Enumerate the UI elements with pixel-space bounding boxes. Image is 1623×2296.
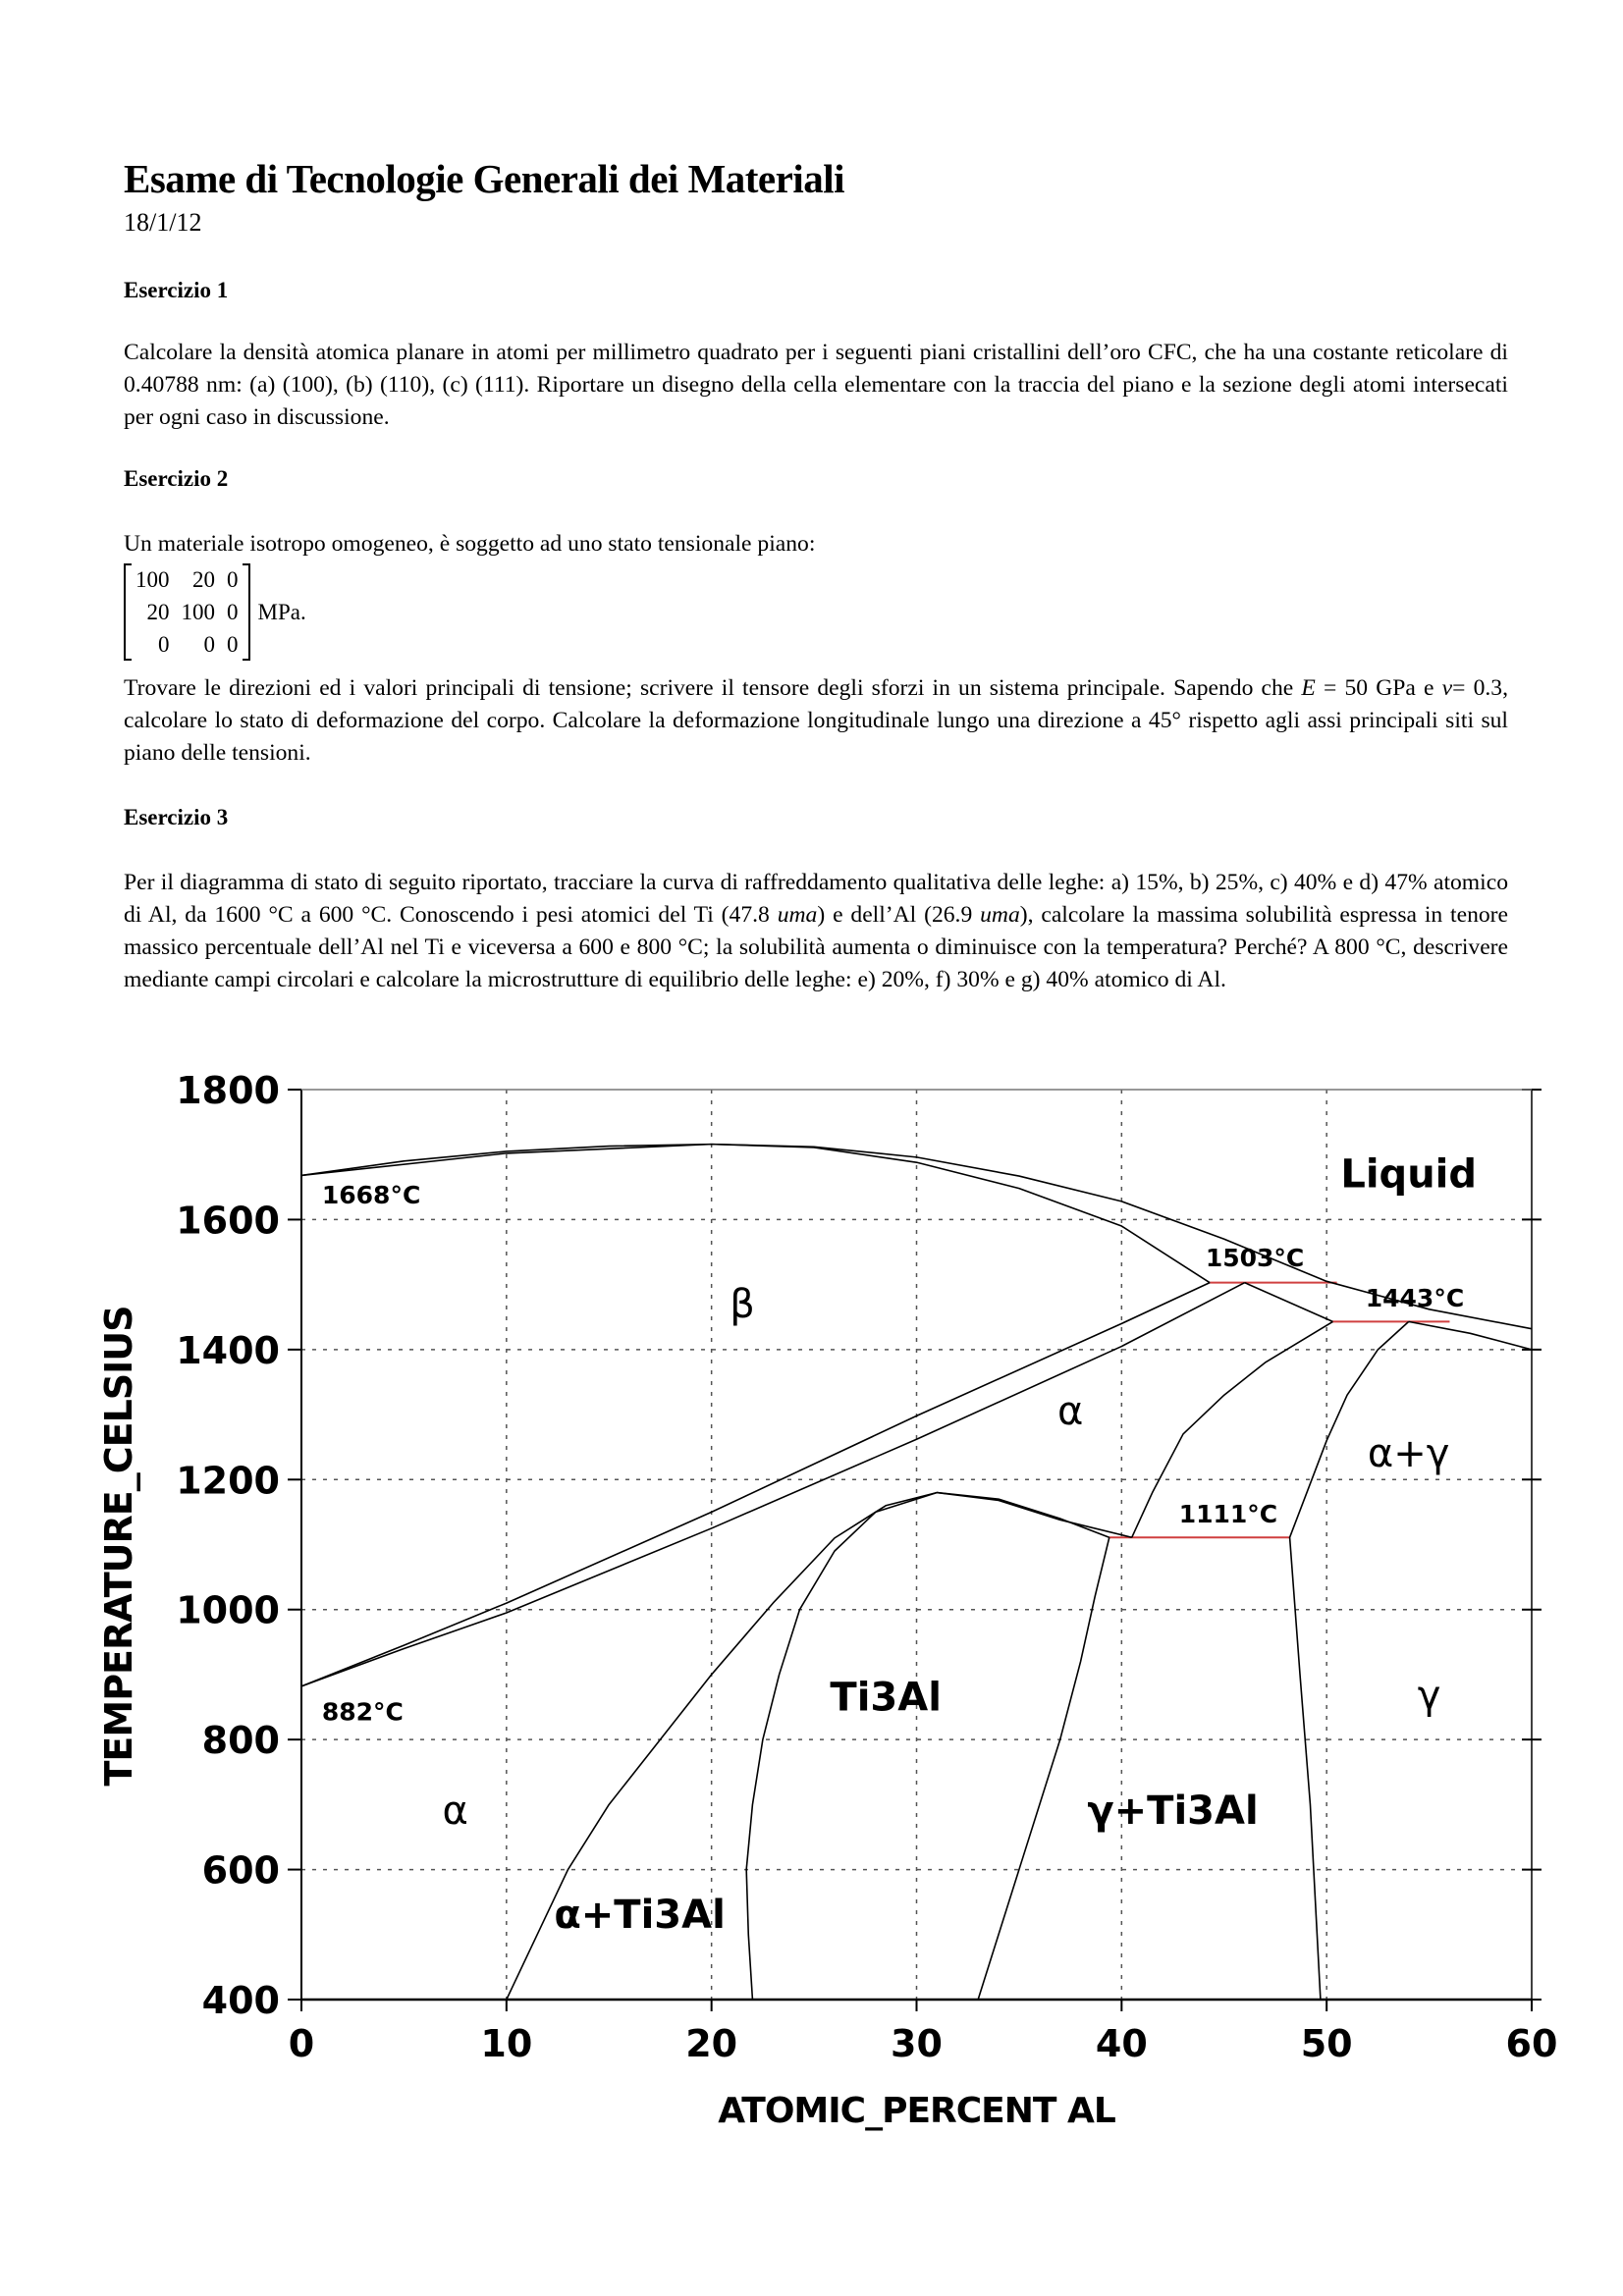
x-tick-label: 0 bbox=[288, 2022, 315, 2065]
y-tick-label: 1800 bbox=[176, 1069, 280, 1112]
symbol-nu: ν bbox=[1441, 675, 1453, 701]
symbol-E: E bbox=[1301, 675, 1316, 701]
matrix-cell: 0 bbox=[158, 631, 170, 657]
region-label: α bbox=[442, 1789, 468, 1835]
region-label: γ+Ti3Al bbox=[1087, 1789, 1259, 1835]
region-label: 882°C bbox=[321, 1697, 404, 1727]
exercise-2-intro: Un materiale isotropo omogeneo, è soggetto ad uno stato tensionale piano: bbox=[124, 531, 816, 557]
matrix-cell: 0 bbox=[203, 631, 215, 657]
matrix-cell: 20 bbox=[146, 599, 170, 624]
matrix-unit: MPa. bbox=[257, 599, 306, 624]
y-tick-label: 400 bbox=[201, 1979, 280, 2022]
region-label: α+Ti3Al bbox=[554, 1893, 726, 1939]
x-tick-label: 30 bbox=[891, 2022, 943, 2065]
x-axis-title: ATOMIC_PERCENT AL bbox=[718, 2091, 1115, 2131]
x-tick-label: 50 bbox=[1300, 2022, 1353, 2065]
y-tick-label: 1200 bbox=[176, 1459, 280, 1503]
region-label: α+γ bbox=[1367, 1431, 1450, 1477]
matrix-cell: 100 bbox=[135, 566, 170, 592]
y-tick-label: 1600 bbox=[176, 1199, 280, 1243]
x-tick-label: 60 bbox=[1505, 2022, 1558, 2065]
y-tick-label: 1400 bbox=[176, 1328, 280, 1372]
exercise-2-heading: Esercizio 2 bbox=[124, 466, 229, 491]
text-part: ) e dell’Al (26.9 bbox=[817, 902, 981, 928]
exercise-1-heading: Esercizio 1 bbox=[124, 278, 229, 302]
exercise-1-text: Calcolare la densità atomica planare in atomi per millimetro quadrato per i seguenti piani cristallini dell’oro CFC, che ha una costante reticolare di 0.40788 nm: (a) (100), (b) (110), (c) (111). Riportare un disegno della cella elementare con la traccia del piano e la sezione degli atomi intersecati per ogni caso in discussione. bbox=[124, 340, 1508, 430]
text-part: = 0.3, calcolare lo stato di deformazione del corpo. Calcolare la deformazione longitudinale lungo una direzione a 45° rispetto agli assi principali siti sul piano delle tensioni. bbox=[124, 675, 1508, 766]
matrix-cell: 0 bbox=[227, 566, 239, 592]
y-tick-label: 1000 bbox=[176, 1588, 280, 1632]
region-label: 1668°C bbox=[321, 1180, 421, 1209]
region-label: β bbox=[730, 1281, 755, 1327]
region-label: Liquid bbox=[1340, 1151, 1478, 1198]
text-part: = 50 GPa e bbox=[1315, 675, 1442, 701]
region-label: α bbox=[1056, 1389, 1084, 1435]
matrix-cell: 100 bbox=[181, 599, 215, 624]
exercise-3-heading: Esercizio 3 bbox=[124, 805, 229, 829]
x-tick-label: 20 bbox=[685, 2022, 738, 2065]
matrix-cell: 0 bbox=[227, 599, 239, 624]
unit-uma: uma bbox=[980, 902, 1020, 928]
region-label: γ bbox=[1417, 1673, 1441, 1719]
matrix-cell: 0 bbox=[227, 631, 239, 657]
invariant-label: 1443°C bbox=[1365, 1284, 1465, 1313]
page-title: Esame di Tecnologie Generali dei Materiali bbox=[124, 156, 844, 201]
invariant-label: 1111°C bbox=[1178, 1499, 1278, 1528]
text-part: Trovare le direzioni ed i valori principali di tensione; scrivere il tensore degli sforzi in un sistema principale. Sapendo che bbox=[124, 675, 1302, 701]
phase-boundary-ti3al-inner bbox=[746, 1493, 1132, 2000]
phase-boundary-beta-transus-upper bbox=[301, 1283, 1210, 1686]
unit-uma: uma bbox=[777, 902, 818, 928]
text-part: ), calcolare la massima solubilità espressa in tenore massico percentuale dell’Al nel Ti e viceversa a 600 e 800 °C; la solubilità aumenta o diminuisce con la temperatura? Perché? A 800 °C, descrivere mediante campi circolari e calcolare la microstrutture di equilibrio delle leghe: e) 20%, f) 30% e g) 40% atomico di Al. bbox=[124, 902, 1509, 992]
x-tick-label: 10 bbox=[480, 2022, 533, 2065]
text-part: Per il diagramma di stato di seguito riportato, tracciare la curva di raffreddamento qualitativa delle leghe: a) 15%, b) 25%, c) 40% e d) 47% atomico di Al, da 1600 °C a 600 °C. Conoscendo i pesi atomici del Ti (47.8 bbox=[124, 870, 1508, 928]
region-label: Ti3Al bbox=[830, 1675, 942, 1721]
exam-date: 18/1/12 bbox=[124, 208, 202, 237]
phase-boundary-beta-solidus bbox=[301, 1145, 1210, 1283]
y-tick-label: 600 bbox=[201, 1848, 280, 1893]
x-tick-label: 40 bbox=[1095, 2022, 1148, 2065]
phase-boundary-gamma-boundary bbox=[1290, 1321, 1409, 2000]
phase-boundary-gamma-ti3al-boundary bbox=[978, 1537, 1109, 2000]
y-tick-label: 800 bbox=[201, 1719, 280, 1763]
matrix-cell: 20 bbox=[192, 566, 215, 592]
y-axis-title: TEMPERATURE_CELSIUS bbox=[97, 1306, 140, 1787]
phase-boundary-beta-transus-lower bbox=[301, 1283, 1245, 1686]
invariant-label: 1503°C bbox=[1205, 1244, 1305, 1273]
phase-boundary-alpha-peritectic bbox=[1245, 1283, 1333, 1322]
